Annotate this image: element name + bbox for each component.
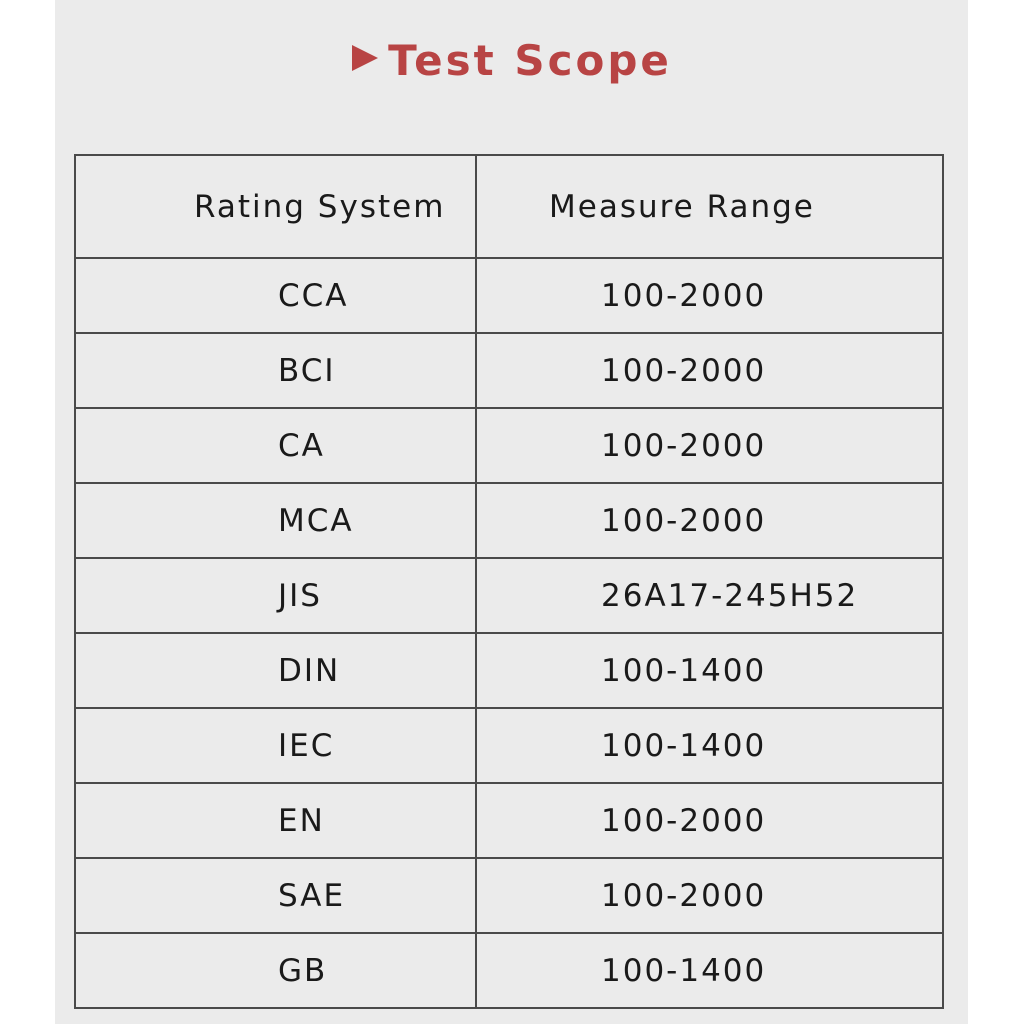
measure-range-cell: 100-2000 — [476, 858, 943, 933]
table-row — [75, 333, 943, 408]
measure-range-cell: 100-2000 — [476, 258, 943, 333]
table-row — [75, 408, 943, 483]
measure-range-cell: 100-2000 — [476, 783, 943, 858]
table-row — [75, 258, 943, 333]
measure-range-cell: 100-1400 — [476, 933, 943, 1008]
test-scope-table — [74, 154, 944, 1009]
rating-system-cell: SAE — [75, 858, 476, 933]
rating-system-cell: JIS — [75, 558, 476, 633]
page-title-text: Test Scope — [388, 36, 672, 85]
page-title — [0, 36, 1024, 85]
measure-range-cell: 100-1400 — [476, 633, 943, 708]
header-measure-range: Measure Range — [476, 155, 943, 258]
measure-range-cell: 26A17-245H52 — [476, 558, 943, 633]
rating-system-cell: CA — [75, 408, 476, 483]
table-row — [75, 783, 943, 858]
table-row — [75, 558, 943, 633]
table-row — [75, 933, 943, 1008]
rating-system-cell: MCA — [75, 483, 476, 558]
table-row — [75, 633, 943, 708]
measure-range-cell: 100-1400 — [476, 708, 943, 783]
table-header-row — [75, 155, 943, 258]
table-row — [75, 708, 943, 783]
rating-system-cell: CCA — [75, 258, 476, 333]
rating-system-cell: EN — [75, 783, 476, 858]
rating-system-cell: DIN — [75, 633, 476, 708]
measure-range-cell: 100-2000 — [476, 483, 943, 558]
header-rating-system: Rating System — [75, 155, 476, 258]
table-row — [75, 858, 943, 933]
measure-range-cell: 100-2000 — [476, 333, 943, 408]
rating-system-cell: BCI — [75, 333, 476, 408]
rating-system-cell: GB — [75, 933, 476, 1008]
rating-system-cell: IEC — [75, 708, 476, 783]
play-triangle-icon — [352, 45, 378, 71]
table-row — [75, 483, 943, 558]
measure-range-cell: 100-2000 — [476, 408, 943, 483]
